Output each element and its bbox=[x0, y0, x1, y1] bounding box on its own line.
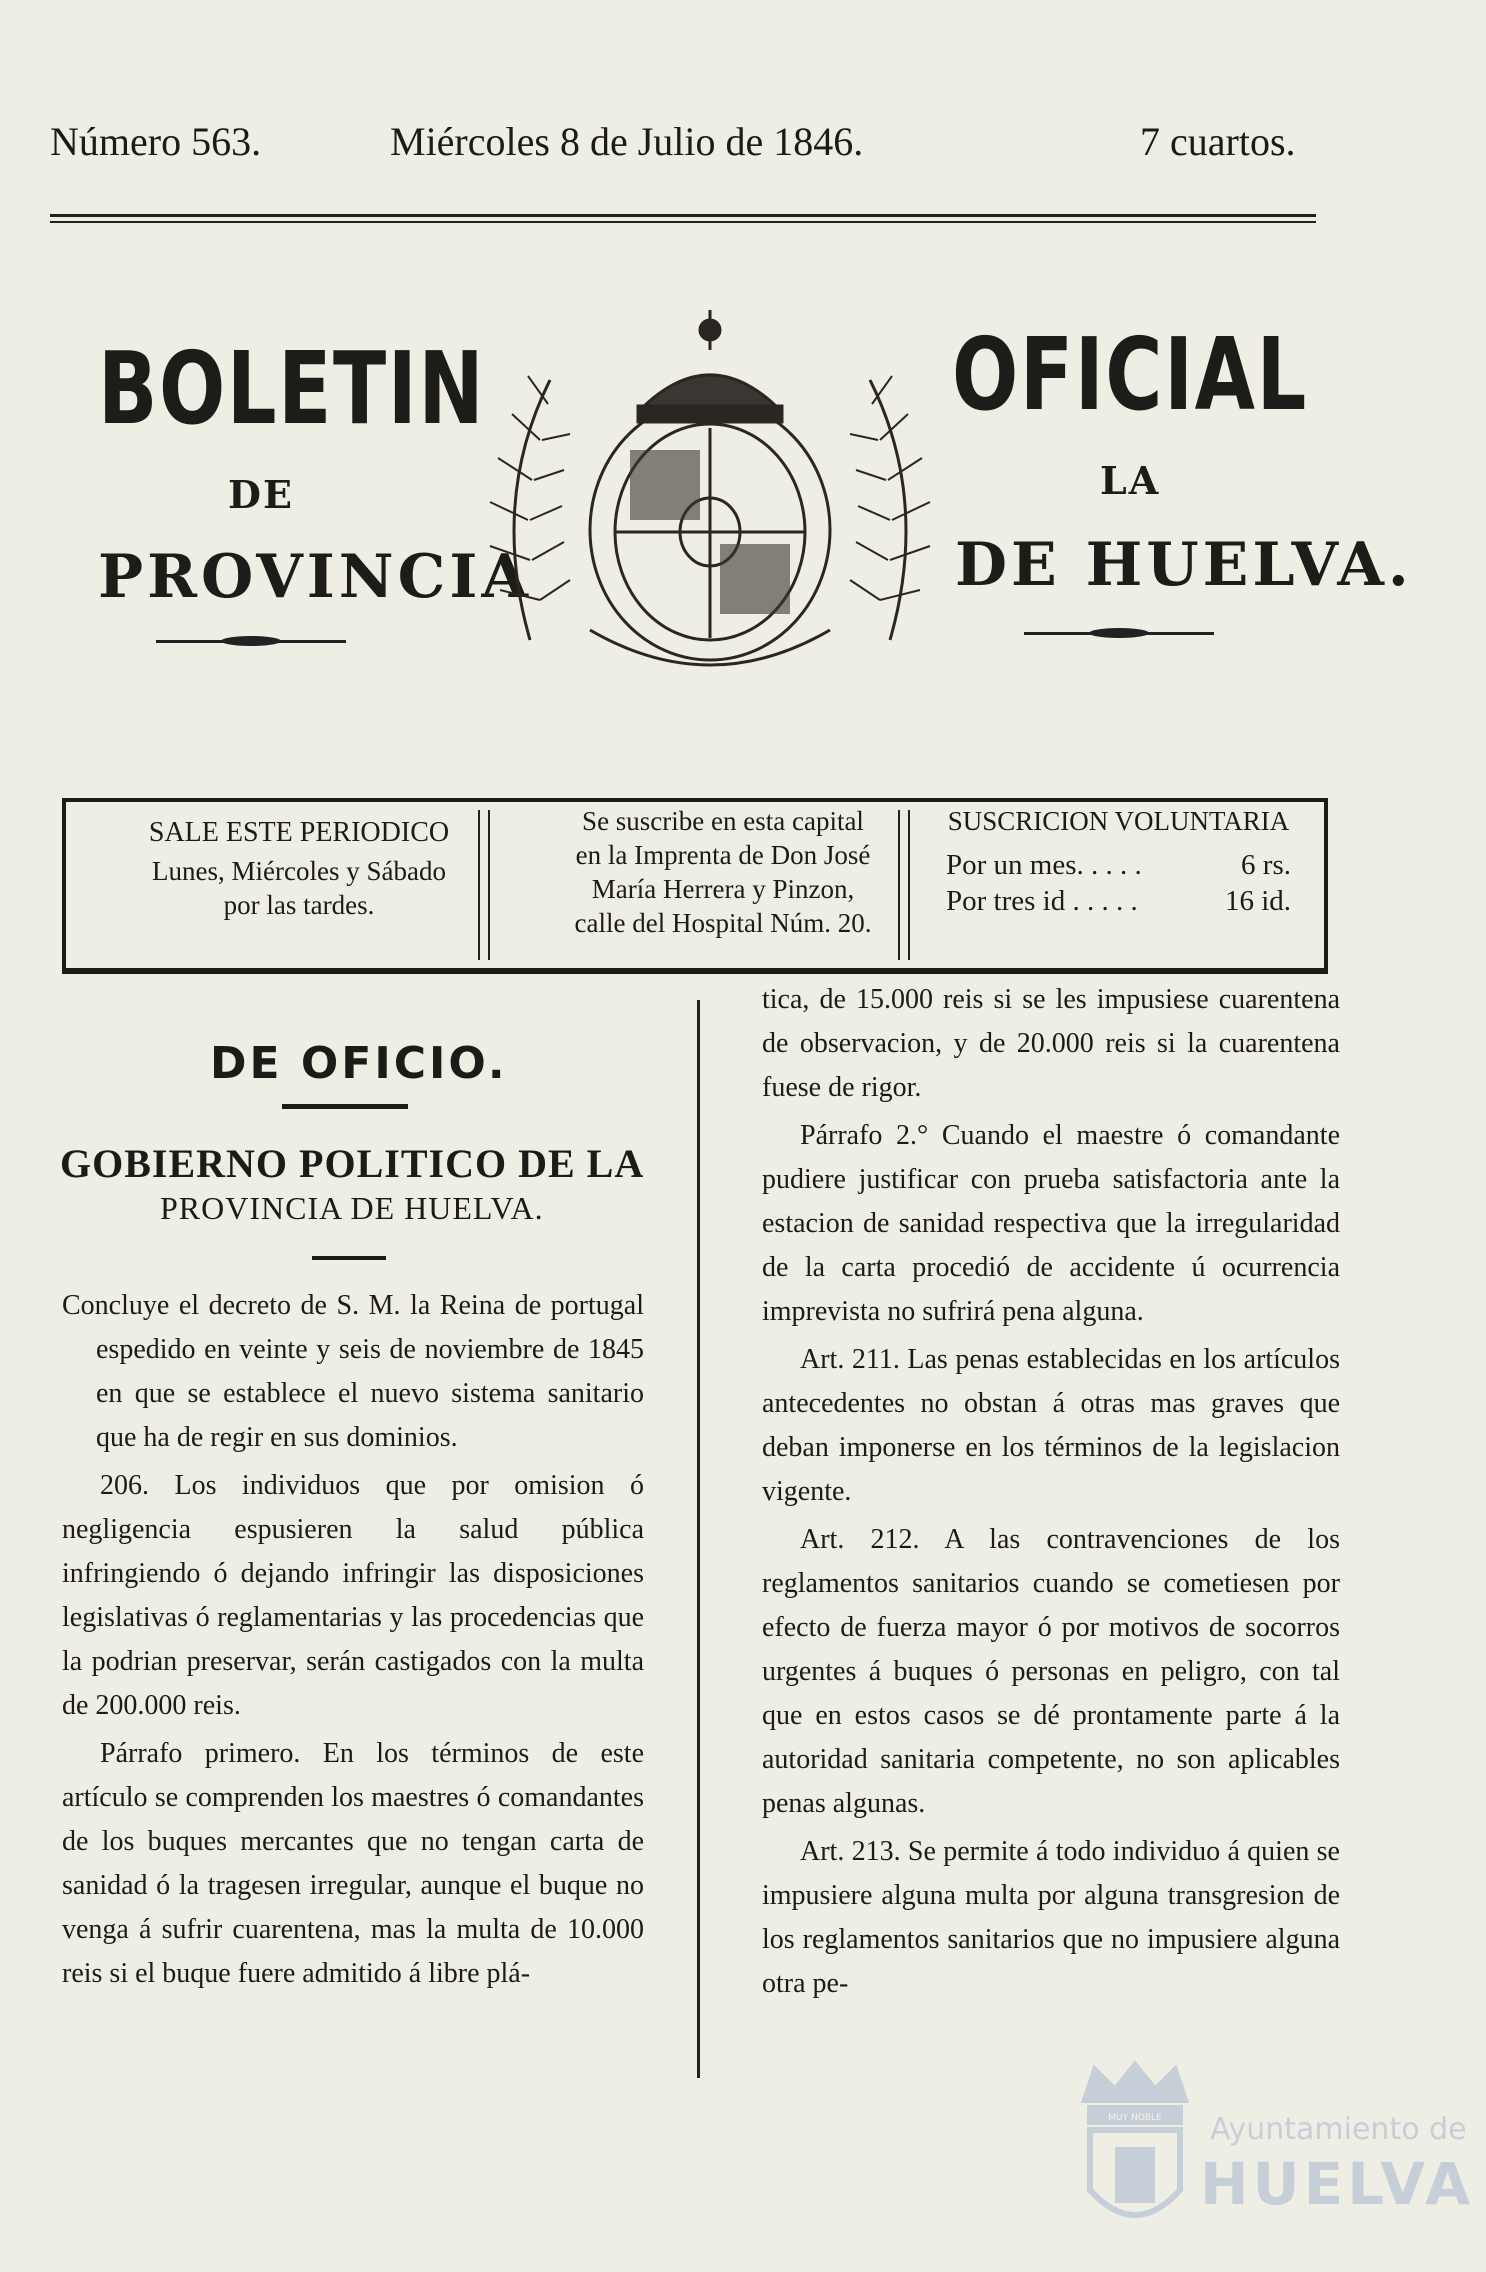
price-value-three: 16 id. bbox=[1224, 885, 1291, 917]
ornament-left bbox=[156, 640, 346, 643]
masthead-de-huelva: DE HUELVA. bbox=[955, 530, 1413, 600]
city-crest-icon bbox=[1070, 2060, 1200, 2240]
header-rule bbox=[50, 214, 1316, 223]
paragraph-art-213: Art. 213. Se permite á todo individuo á quien se impusiere alguna multa por alguna transgresion de los reglamentos sanitarios que no impusiere alguna otra pe- bbox=[762, 1836, 1340, 1999]
paragraph-intro: Concluye el decreto de S. M. la Reina de portugal espedido en veinte y seis de noviembre de 1845 en que se establece el nuevo sistema sanitario que ha de regir en sus dominios. bbox=[62, 1290, 644, 1453]
price-row-month bbox=[916, 838, 1321, 882]
column-divider bbox=[697, 1000, 700, 2078]
issue-price: 7 cuartos. bbox=[1140, 119, 1296, 164]
ornament-right bbox=[1024, 632, 1214, 635]
masthead-la: LA bbox=[1100, 458, 1161, 503]
schedule-days: Lunes, Miércoles y Sábado bbox=[152, 856, 446, 886]
left-text-column bbox=[62, 1284, 644, 2000]
paragraph-parrafo-2: Párrafo 2.° Cuando el maestre ó comandante pudiere justificar con prueba satisfactoria ante la estacion de sanidad respectiva que la irregularidad de la carta procedió de accidente ú ocurrencia imprevista no sufrirá pena alguna. bbox=[762, 1120, 1340, 1327]
paragraph-art-206: 206. Los individuos que por omision ó negligencia espusieren la salud pública infringiendo ó dejando infringir las disposiciones legislativas ó reglamentarias y las procedencias que la podrian preservar, serán castigados con la multa de 200.000 reis. bbox=[62, 1470, 644, 1721]
ayuntamiento-watermark bbox=[1070, 2060, 1475, 2240]
de-oficio-heading: DE OFICIO. bbox=[210, 1038, 508, 1089]
voluntary-subscription bbox=[916, 804, 1321, 970]
schedule-title: SALE ESTE PERIODICO bbox=[148, 817, 450, 848]
masthead-boletin: BOLETIN bbox=[98, 330, 486, 447]
location-line-4: calle del Hospital Núm. 20. bbox=[574, 908, 872, 938]
right-text-column bbox=[762, 978, 1340, 2010]
issue-date: Miércoles 8 de Julio de 1846. bbox=[390, 119, 864, 164]
royal-crest-icon bbox=[470, 300, 950, 680]
watermark-line-2: HUELVA bbox=[1200, 2150, 1475, 2218]
price-label-three: Por tres id . . . . . bbox=[946, 885, 1138, 917]
box-separator-1 bbox=[478, 810, 490, 960]
price-row-three-months bbox=[916, 882, 1321, 918]
location-line-1: Se suscribe en esta capital bbox=[582, 806, 864, 836]
voluntary-title: SUSCRICION VOLUNTARIA bbox=[947, 806, 1290, 836]
watermark-line-1: Ayuntamiento de bbox=[1210, 2112, 1467, 2147]
crest-label: MUY NOBLE bbox=[1108, 2113, 1162, 2123]
publication-schedule bbox=[74, 816, 524, 982]
heading-rule-1 bbox=[282, 1104, 408, 1109]
issue-header bbox=[50, 118, 1320, 168]
provincia-subheading: PROVINCIA DE HUELVA. bbox=[160, 1190, 544, 1226]
box-separator-2 bbox=[898, 810, 910, 960]
issue-number: Número 563. bbox=[50, 119, 262, 164]
price-value-month: 6 rs. bbox=[1241, 849, 1291, 881]
schedule-time: por las tardes. bbox=[223, 890, 375, 920]
gobierno-heading: GOBIERNO POLITICO DE LA bbox=[60, 1141, 645, 1186]
price-label-month: Por un mes. . . . . bbox=[946, 849, 1142, 881]
subscription-box bbox=[62, 798, 1328, 974]
paragraph-art-212: Art. 212. A las contravenciones de los reglamentos sanitarios cuando se cometiesen por efecto de fuerza mayor ó por motivos de socorros urgentes á buques ó personas en peligro, con tal que en estos casos se dé prontamente parte á la autoridad sanitaria competente, no son aplicables penas algunas. bbox=[762, 1524, 1340, 1819]
masthead-de: DE bbox=[228, 472, 294, 517]
heading-rule-2 bbox=[312, 1256, 386, 1260]
paragraph-continuation: tica, de 15.000 reis si se les impusiese cuarentena de observacion, y de 20.000 reis si la cuarentena fuese de rigor. bbox=[762, 984, 1340, 1103]
masthead-oficial: OFICIAL bbox=[952, 316, 1308, 433]
location-line-2: en la Imprenta de Don José bbox=[575, 840, 871, 870]
paragraph-art-211: Art. 211. Las penas establecidas en los artículos antecedentes no obstan á otras mas graves que deban imponerse en los términos de la legislacion vigente. bbox=[762, 1344, 1340, 1507]
masthead-provincia: PROVINCIA bbox=[98, 542, 533, 612]
location-line-3: María Herrera y Pinzon, bbox=[591, 874, 855, 904]
subscription-location bbox=[498, 804, 948, 970]
paragraph-parrafo-primero: Párrafo primero. En los términos de este artículo se comprenden los maestres ó comandantes de los buques mercantes que no tengan carta de sanidad ó la tragesen irregular, aunque el buque no venga á sufrir cuarentena, mas la multa de 10.000 reis si el buque fuere admitido á libre plá- bbox=[62, 1738, 644, 1989]
